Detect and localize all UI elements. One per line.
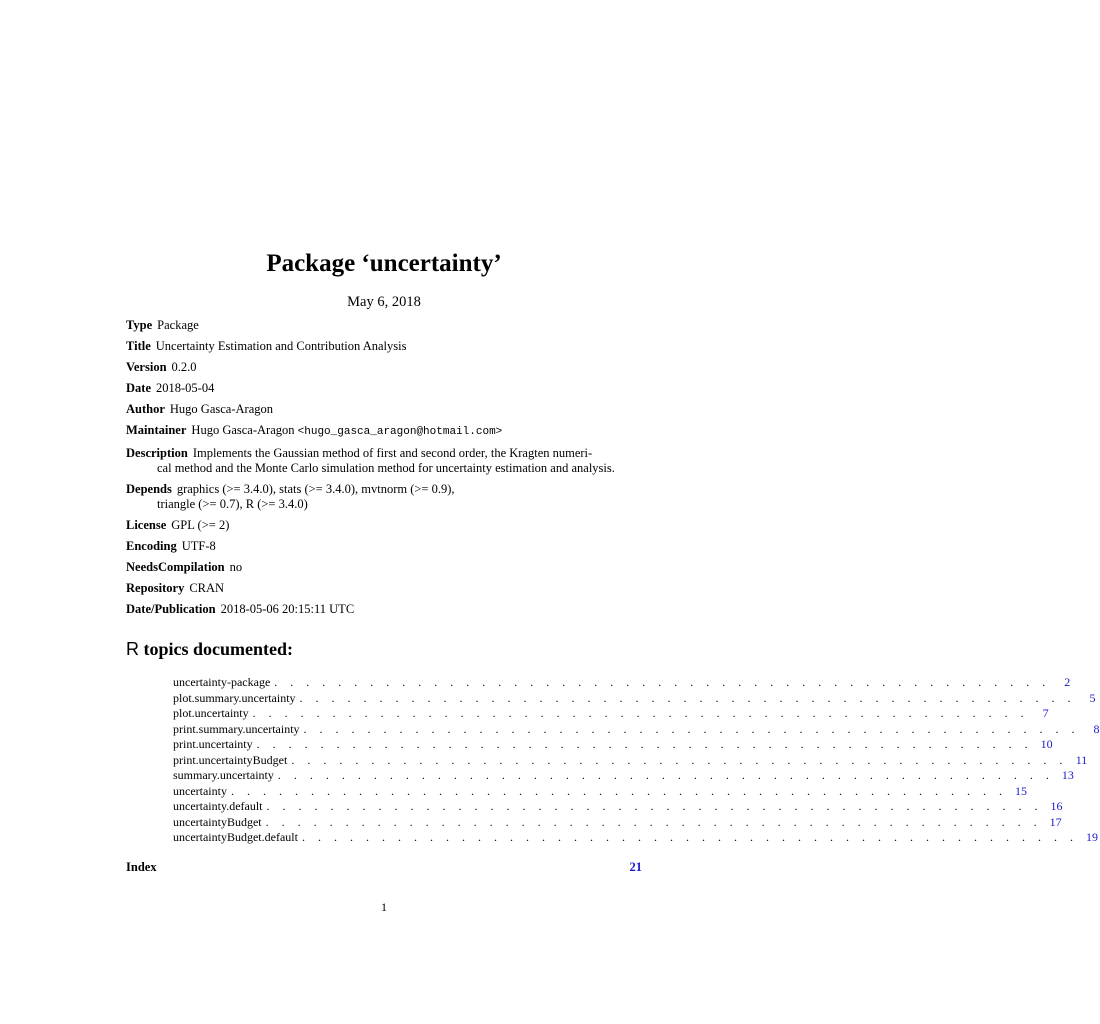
field-maintainer — [126, 423, 646, 440]
field-encoding — [126, 539, 646, 554]
field-value: Hugo Gasca-Aragon — [191, 423, 295, 437]
field-description — [126, 446, 646, 476]
field-key: Version — [126, 360, 167, 374]
field-key: Repository — [126, 581, 185, 595]
toc-list — [173, 675, 1100, 846]
field-repository — [126, 581, 646, 596]
toc-item-name[interactable]: uncertaintyBudget — [173, 814, 262, 829]
field-value-line2: triangle (>= 0.7), R (>= 3.4.0) — [157, 497, 308, 511]
toc-page-link[interactable]: 8 — [1093, 721, 1100, 736]
toc-page-link[interactable]: 15 — [1014, 783, 1027, 798]
field-value-line1: Implements the Gaussian method of first and second order, the Kragten numeri- — [192, 446, 593, 460]
toc-item-plot-uncertainty[interactable] — [173, 706, 1049, 722]
toc-item-print-uncertainty[interactable] — [173, 737, 1053, 753]
toc-item-uncertainty-budget-default[interactable] — [173, 830, 1098, 846]
field-value: UTF-8 — [181, 539, 216, 553]
field-key: Date/Publication — [126, 602, 216, 616]
field-key: Type — [126, 318, 153, 332]
toc-item-uncertainty-package[interactable] — [173, 675, 1071, 691]
toc-page-link[interactable]: 2 — [1064, 675, 1071, 689]
page-number: 1 — [381, 900, 387, 914]
description-fields — [126, 318, 646, 623]
field-value-line2: cal method and the Monte Carlo simulation method for uncertainty estimation and analysis. — [157, 461, 615, 475]
toc-leader-dots: . . . . . . . . . . . . . . . . . . . . . . . . . . . . . . . . . . . . . . . . . . . . . . . . . — [301, 830, 1078, 844]
field-depends — [126, 482, 646, 512]
field-key: Depends — [126, 482, 172, 496]
toc-item-uncertainty-default[interactable] — [173, 799, 1063, 815]
toc-leader-dots: . . . . . . . . . . . . . . . . . . . . . . . . . . . . . . . . . . . . . . . . . . . . . . . . . — [299, 690, 1076, 705]
field-needs-compilation — [126, 560, 646, 575]
toc-leader-dots: . . . . . . . . . . . . . . . . . . . . . . . . . . . . . . . . . . . . . . . . . . . . . . . . . — [277, 768, 1054, 782]
field-key: Title — [126, 339, 151, 353]
toc-leader-dots: . . . . . . . . . . . . . . . . . . . . . . . . . . . . . . . . . . . . . . . . . . . . . . . . . — [230, 783, 1007, 798]
toc-item-name[interactable]: print.uncertainty — [173, 737, 253, 751]
field-type — [126, 318, 646, 333]
toc-item-print-summary-uncertainty[interactable] — [173, 721, 1100, 738]
field-value: Uncertainty Estimation and Contribution Analysis — [155, 339, 407, 353]
toc-page-link[interactable]: 10 — [1040, 737, 1053, 751]
field-date — [126, 381, 646, 396]
toc-leader-dots: . . . . . . . . . . . . . . . . . . . . . . . . . . . . . . . . . . . . . . . . . . . . . . . . . — [265, 814, 1042, 829]
field-value: GPL (>= 2) — [171, 518, 230, 532]
toc-page-link[interactable]: 13 — [1061, 768, 1074, 782]
field-value: 2018-05-04 — [156, 381, 215, 395]
page-date: May 6, 2018 — [347, 294, 421, 310]
toc-page-link[interactable]: 7 — [1042, 706, 1049, 720]
index-page-link[interactable]: 21 — [629, 860, 642, 874]
field-value: 2018-05-06 20:15:11 UTC — [220, 602, 355, 616]
field-value: Hugo Gasca-Aragon — [169, 402, 273, 416]
field-key: NeedsCompilation — [126, 560, 225, 574]
field-date-publication — [126, 602, 646, 617]
toc-leader-dots: . . . . . . . . . . . . . . . . . . . . . . . . . . . . . . . . . . . . . . . . . . . . . . . . . — [256, 737, 1033, 751]
toc-item-name[interactable]: uncertainty.default — [173, 799, 263, 813]
toc-item-plot-summary-uncertainty[interactable] — [173, 690, 1096, 707]
field-author — [126, 402, 646, 417]
toc-item-summary-uncertainty[interactable] — [173, 768, 1074, 784]
toc-leader-dots: . . . . . . . . . . . . . . . . . . . . . . . . . . . . . . . . . . . . . . . . . . . . . . . . . — [274, 675, 1051, 689]
toc-leader-dots: . . . . . . . . . . . . . . . . . . . . . . . . . . . . . . . . . . . . . . . . . . . . . . . . . — [291, 752, 1068, 767]
field-key: License — [126, 518, 167, 532]
field-key: Author — [126, 402, 165, 416]
toc-item-name[interactable]: plot.uncertainty — [173, 706, 249, 720]
toc-heading-text: topics documented: — [143, 639, 293, 659]
toc-item-print-uncertainty-budget[interactable] — [173, 752, 1088, 769]
toc-page-link[interactable]: 5 — [1089, 690, 1096, 705]
field-key: Maintainer — [126, 423, 187, 437]
toc-item-uncertainty[interactable] — [173, 783, 1027, 800]
field-license — [126, 518, 646, 533]
toc-page-link[interactable]: 19 — [1085, 830, 1098, 844]
toc-item-name[interactable]: uncertainty-package — [173, 675, 271, 689]
toc-item-name[interactable]: print.summary.uncertainty — [173, 721, 300, 736]
field-key: Date — [126, 381, 151, 395]
toc-page-link[interactable]: 11 — [1075, 752, 1088, 767]
r-logo-letter: R — [126, 639, 139, 659]
index-label[interactable]: Index — [126, 860, 157, 874]
field-value: no — [229, 560, 243, 574]
field-version — [126, 360, 646, 375]
toc-item-uncertainty-budget[interactable] — [173, 814, 1062, 831]
toc-page-link[interactable]: 16 — [1050, 799, 1063, 813]
toc-item-name[interactable]: print.uncertaintyBudget — [173, 752, 288, 767]
toc-item-name[interactable]: plot.summary.uncertainty — [173, 690, 296, 705]
index-entry[interactable] — [126, 860, 642, 875]
toc-item-name[interactable]: summary.uncertainty — [173, 768, 274, 782]
toc-heading — [126, 639, 293, 660]
toc-page-link[interactable]: 17 — [1049, 814, 1062, 829]
field-key: Encoding — [126, 539, 177, 553]
toc-item-name[interactable]: uncertainty — [173, 783, 227, 798]
field-value: 0.2.0 — [171, 360, 197, 374]
maintainer-email: <hugo_gasca_aragon@hotmail.com> — [297, 426, 503, 438]
field-value: Package — [157, 318, 199, 332]
toc-leader-dots: . . . . . . . . . . . . . . . . . . . . . . . . . . . . . . . . . . . . . . . . . . . . . . . . . — [303, 721, 1080, 736]
page-title: Package ‘uncertainty’ — [266, 250, 502, 277]
field-value-line1: graphics (>= 3.4.0), stats (>= 3.4.0), mvtnorm (>= 0.9), — [176, 482, 455, 496]
toc-leader-dots: . . . . . . . . . . . . . . . . . . . . . . . . . . . . . . . . . . . . . . . . . . . . . . . . . — [266, 799, 1043, 813]
field-value: CRAN — [189, 581, 225, 595]
toc-leader-dots: . . . . . . . . . . . . . . . . . . . . . . . . . . . . . . . . . . . . . . . . . . . . . . . . . — [252, 706, 1029, 720]
field-title — [126, 339, 646, 354]
field-key: Description — [126, 446, 188, 460]
toc-item-name[interactable]: uncertaintyBudget.default — [173, 830, 298, 844]
